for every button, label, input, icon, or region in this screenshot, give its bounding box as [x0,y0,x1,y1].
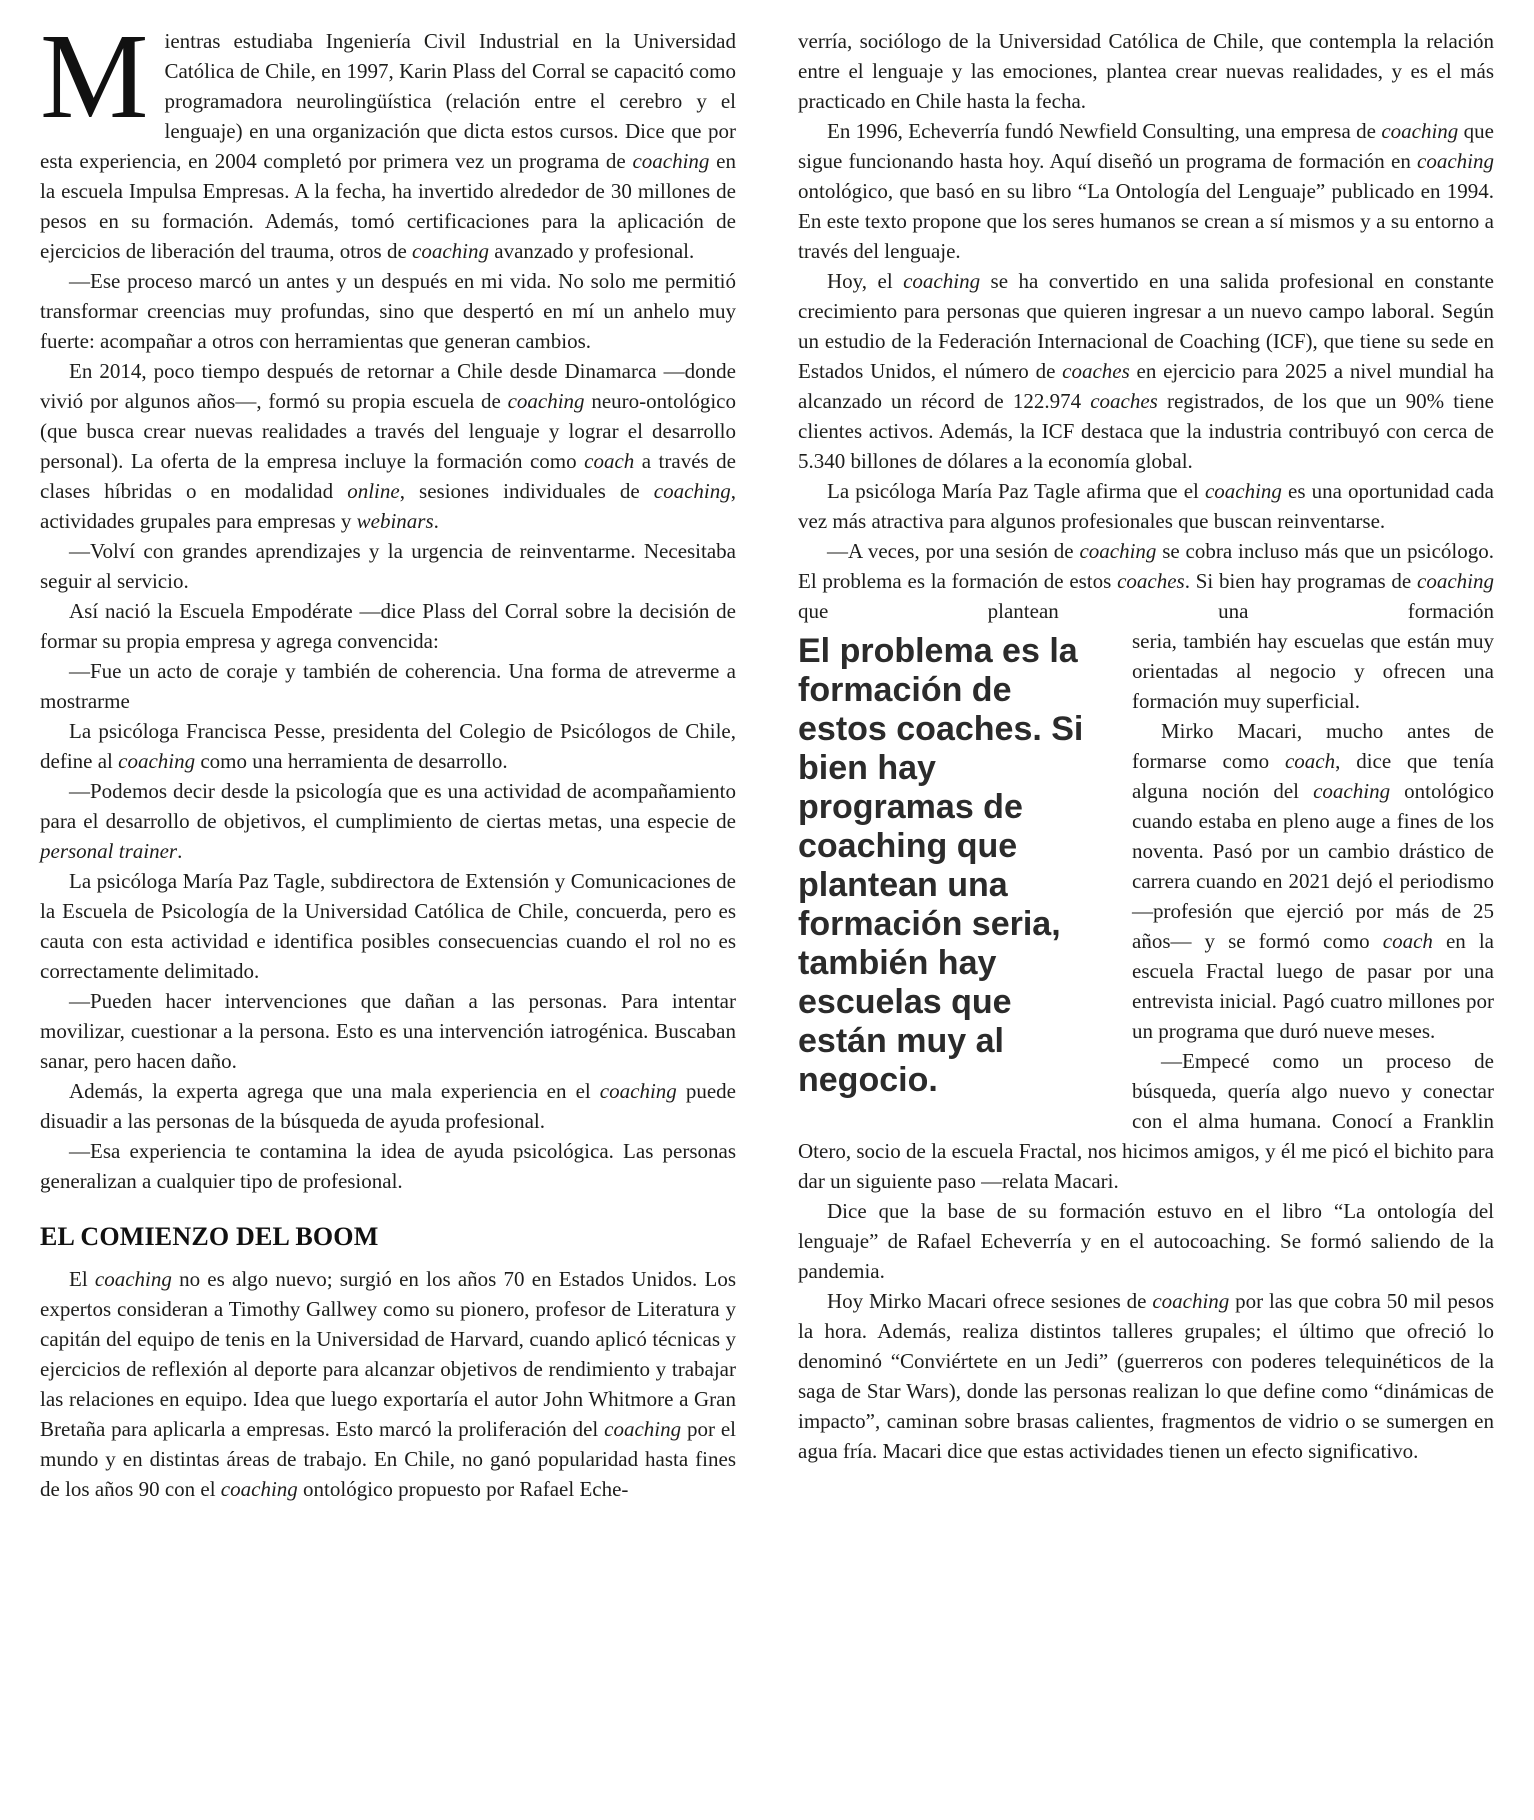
drop-cap: M [40,9,149,144]
paragraph: —Pueden hacer intervenciones que dañan a las personas. Para intentar movilizar, cuestionar a la persona. Esto es una intervención iatrogénica. Buscaban sanar, pero hacen daño. [40,989,736,1073]
opening-paragraph-text: ientras estudiaba Ingeniería Civil Industrial en la Universidad Católica de Chile, en 1997, Karin Plass del Corral se capacitó como programadora neurolingüística (relación entre el cerebro y el lenguaje) en una organización que dicta estos cursos. Dice que por esta experiencia, en 2004 completó por primera vez un programa de coaching en la escuela Impulsa Empresas. A la fecha, ha invertido alrededor de 30 millones de pesos en su formación. Además, tomó certificaciones para la aplicación de ejercicios de liberación del trauma, otros de coaching avanzado y profesional. [40,29,736,263]
paragraph: seria, también hay escuelas que están muy orientadas al negocio y ofrecen una formación muy superficial. [1132,629,1494,713]
pull-quote [798,632,1100,1100]
paragraph: Así nació la Escuela Empodérate —dice Plass del Corral sobre la decisión de formar su propia empresa y agrega convencida: [40,599,736,653]
paragraph: Hoy, el coaching se ha convertido en una salida profesional en constante crecimiento para personas que quieren ingresar a un nuevo campo laboral. Según un estudio de la Federación Internacional de Coaching (ICF), que tiene su sede en Estados Unidos, el número de coaches en ejercicio para 2025 a nivel mundial ha alcanzado un récord de 122.974 coaches registrados, de los que un 90% tiene clientes activos. Además, la ICF destaca que la industria contribuyó con cerca de 5.340 billones de dólares a la economía global. [798,269,1495,473]
left-column [40,9,737,1504]
section-heading: EL COMIENZO DEL BOOM [40,1222,379,1251]
paragraph: Además, la experta agrega que una mala experiencia en el coaching puede disuadir a las personas de la búsqueda de ayuda profesional. [40,1079,736,1133]
paragraph-group [40,266,736,1196]
paragraph: En 2014, poco tiempo después de retornar a Chile desde Dinamarca —donde vivió por algunos años—, formó su propia escuela de coaching neuro-ontológico (que busca crear nuevas realidades a través del lenguaje y lograr el desarrollo personal). La oferta de la empresa incluye la formación como coach a través de clases híbridas o en modalidad online, sesiones individuales de coaching, actividades grupales para empresas y webinars. [40,359,737,533]
paragraph: verría, sociólogo de la Universidad Católica de Chile, que contempla la relación entre el lenguaje y las emociones, plantea crear nuevas realidades, y es el más practicado en Chile hasta la fecha. [798,29,1494,113]
paragraph: La psicóloga Francisca Pesse, presidenta del Colegio de Psicólogos de Chile, define al coaching como una herramienta de desarrollo. [40,719,736,773]
right-column [798,26,1494,1504]
pull-quote-text: El problema es la formación de estos coaches. Si bien hay programas de coaching que plantean una formación seria, también hay escuelas que están muy al negocio. [798,632,1084,1099]
paragraph: —Empecé como un proceso de búsqueda, quería algo nuevo y conectar con el alma humana. Conocí a Franklin Otero, socio de la escuela Fractal, nos hicimos amigos, y él me picó el bichito para dar un siguiente paso —relata Macari. [798,1049,1494,1193]
paragraph: La psicóloga María Paz Tagle afirma que el coaching es una oportunidad cada vez más atractiva para algunos profesionales que buscan reinventarse. [798,479,1495,533]
paragraph-group [40,1264,736,1504]
paragraph: Dice que la base de su formación estuvo en el libro “La ontología del lenguaje” de Rafael Echeverría y en el autocoaching. Se formó saliendo de la pandemia. [798,1199,1494,1283]
paragraph: La psicóloga María Paz Tagle, subdirectora de Extensión y Comunicaciones de la Escuela de Psicología de la Universidad Católica de Chile, concuerda, pero es cauta con esta actividad e identifica posibles consecuencias cuando el rol no es correctamente delimitado. [40,869,736,983]
paragraph: En 1996, Echeverría fundó Newfield Consulting, una empresa de coaching que sigue funcionando hasta hoy. Aquí diseñó un programa de formación en coaching ontológico, que basó en su libro “La Ontología del Lenguaje” publicado en 1994. En este texto propone que los seres humanos se crean a sí mismos y a su entorno a través del lenguaje. [798,119,1494,263]
paragraph: El coaching no es algo nuevo; surgió en los años 70 en Estados Unidos. Los expertos consideran a Timothy Gallwey como su pionero, profesor de Literatura y capitán del equipo de tenis en la Universidad de Harvard, cuando aplicó técnicas y ejercicios de reflexión al deporte para alcanzar objetivos de rendimiento y trabajar las relaciones en equipo. Idea que luego exportaría el autor John Whitmore a Gran Bretaña para aplicarla a empresas. Esto marcó la proliferación del coaching por el mundo y en distintas áreas de trabajo. En Chile, no ganó popularidad hasta fines de los años 90 con el coaching ontológico propuesto por Rafael Eche- [40,1267,736,1501]
paragraph: Hoy Mirko Macari ofrece sesiones de coaching por las que cobra 50 mil pesos la hora. Además, realiza distintos talleres grupales; el último que ofreció lo denominó “Conviértete en un Jedi” (guerreros con poderes telequinéticos de la saga de Star Wars), donde las personas realizan lo que define como “dinámicas de impacto”, caminan sobre brasas calientes, fragmentos de vidrio o se sumergen en agua fría. Macari dice que estas actividades tienen un efecto significativo. [798,1289,1495,1463]
opening-paragraph [40,9,736,266]
paragraph: —Fue un acto de coraje y también de coherencia. Una forma de atreverme a mostrarme [40,659,736,713]
paragraph: —Ese proceso marcó un antes y un después en mi vida. No solo me permitió transformar creencias muy profundas, sino que despertó en mí un anhelo muy fuerte: acompañar a otros con herramientas que generan cambios. [40,269,736,353]
paragraph: —Esa experiencia te contamina la idea de ayuda psicológica. Las personas generalizan a cualquier tipo de profesional. [40,1139,736,1193]
paragraph-group [798,26,1494,536]
paragraph: —A veces, por una sesión de coaching se cobra incluso más que un psicólogo. El problema es la formación de estos coaches. Si bien hay programas de coaching que plantean una formación [798,539,1495,623]
paragraph: —Podemos decir desde la psicología que es una actividad de acompañamiento para el desarrollo de objetivos, el cumplimiento de ciertas metas, una especie de personal trainer. [40,779,736,863]
paragraph: Mirko Macari, mucho antes de formarse como coach, dice que tenía alguna noción del coaching ontológico cuando estaba en pleno auge a fines de los noventa. Pasó por un cambio drástico de carrera cuando en 2021 dejó el periodismo —profesión que ejerció por más de 25 años— y se formó como coach en la escuela Fractal luego de pasar por una entrevista inicial. Pagó cuatro millones por un programa que duró nueve meses. [1132,719,1494,1043]
paragraph: —Volví con grandes aprendizajes y la urgencia de reinventarme. Necesitaba seguir al servicio. [40,539,736,593]
